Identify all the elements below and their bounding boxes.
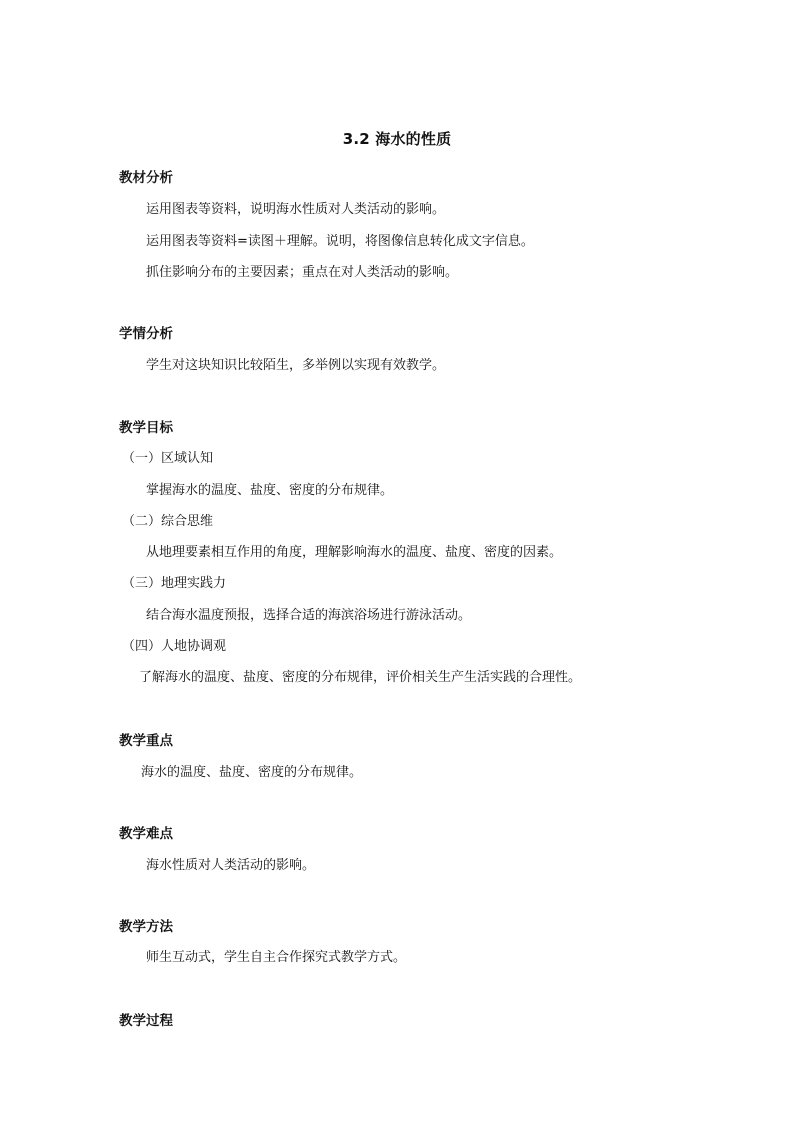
materials-line-1: 运用图表等资料，说明海水性质对人类活动的影响。 bbox=[146, 202, 446, 217]
section-heading-methods: 教学方法 bbox=[119, 919, 173, 935]
objective-text-2: 从地理要素相互作用的角度，理解影响海水的温度、盐度、密度的因素。 bbox=[146, 545, 563, 560]
document-title: 3.2 海水的性质 bbox=[342, 130, 452, 148]
objective-text-1: 掌握海水的温度、盐度、密度的分布规律。 bbox=[146, 483, 394, 498]
objective-label-2: （二）综合思维 bbox=[122, 514, 214, 529]
section-heading-objectives: 教学目标 bbox=[119, 420, 173, 436]
section-heading-students: 学情分析 bbox=[119, 326, 173, 342]
materials-line-3: 抓住影响分布的主要因素；重点在对人类活动的影响。 bbox=[146, 265, 459, 280]
section-heading-materials: 教材分析 bbox=[119, 170, 173, 186]
objective-label-3: （三）地理实践力 bbox=[122, 576, 227, 591]
methods-line-1: 师生互动式，学生自主合作探究式教学方式。 bbox=[146, 950, 407, 965]
students-line-1: 学生对这块知识比较陌生，多举例以实现有效教学。 bbox=[146, 358, 446, 373]
difficulties-line-1: 海水性质对人类活动的影响。 bbox=[146, 858, 316, 873]
objective-label-1: （一）区域认知 bbox=[122, 451, 214, 466]
objective-label-4: （四）人地协调观 bbox=[122, 639, 227, 654]
section-heading-key-points: 教学重点 bbox=[119, 733, 173, 749]
section-heading-difficulties: 教学难点 bbox=[119, 826, 173, 842]
objective-text-4: 了解海水的温度、盐度、密度的分布规律，评价相关生产生活实践的合理性。 bbox=[139, 670, 582, 685]
objective-text-3: 结合海水温度预报，选择合适的海滨浴场进行游泳活动。 bbox=[146, 608, 472, 623]
key-points-line-1: 海水的温度、盐度、密度的分布规律。 bbox=[141, 765, 363, 780]
section-heading-process: 教学过程 bbox=[119, 1013, 173, 1029]
materials-line-2: 运用图表等资料=读图＋理解。说明，将图像信息转化成文字信息。 bbox=[146, 234, 534, 249]
